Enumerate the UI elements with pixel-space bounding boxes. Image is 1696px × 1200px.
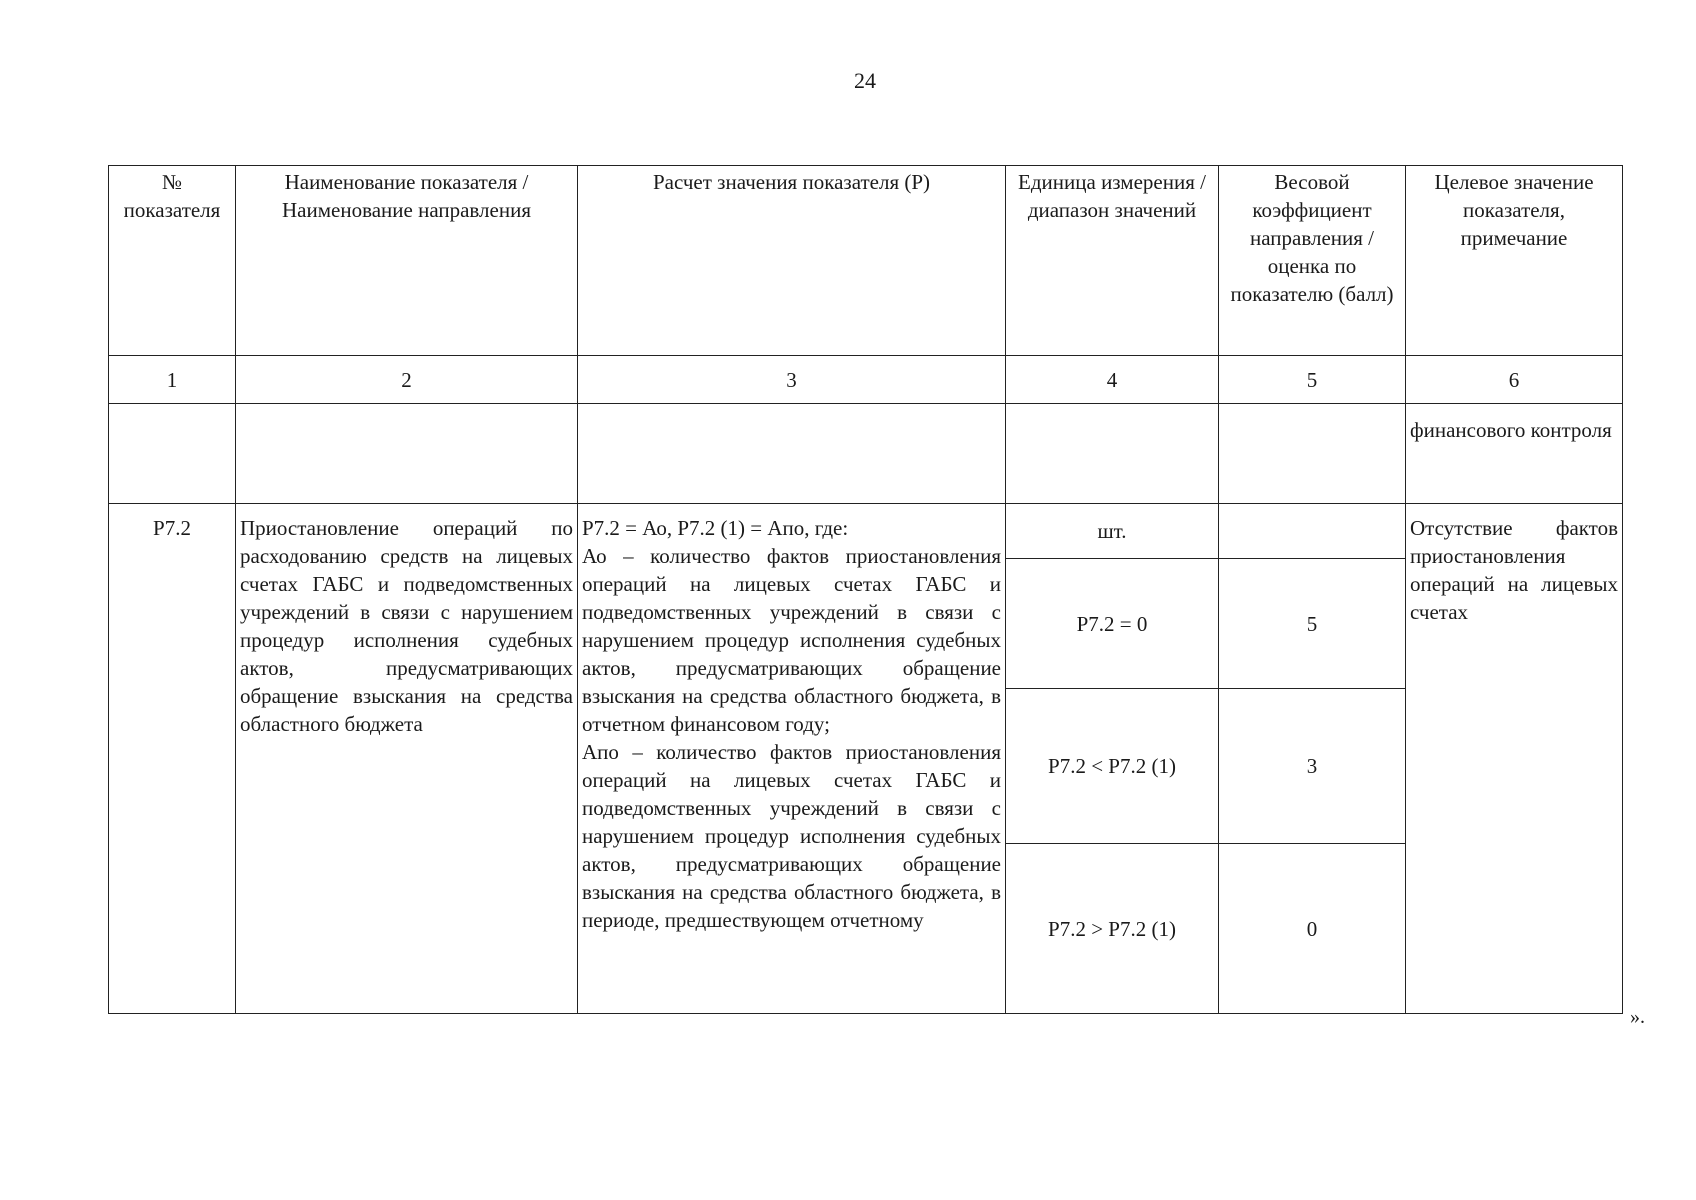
header-calculation: Расчет значения показателя (Р) xyxy=(578,166,1006,356)
range-condition: Р7.2 > Р7.2 (1) xyxy=(1006,844,1219,1014)
indicator-id: Р7.2 xyxy=(109,504,236,1014)
column-number: 4 xyxy=(1006,356,1219,404)
indicators-table xyxy=(108,165,1623,1014)
calc-formula: Р7.2 = Ао, Р7.2 (1) = Апо, где: xyxy=(582,516,849,540)
column-number-row xyxy=(109,356,1623,404)
range-condition: Р7.2 = 0 xyxy=(1006,559,1219,689)
column-number: 3 xyxy=(578,356,1006,404)
column-number: 2 xyxy=(236,356,578,404)
empty-cell xyxy=(1219,404,1406,504)
calc-ao-definition: Ао – количество фактов приостановления операций на лицевых счетах ГАБС и подведомственных учреждений в связи с нарушением процедур исполнения судебных актов, предусматривающих обращение взыскания на средства областного бюджета, в отчетном финансовом году; xyxy=(582,544,1001,736)
target-value: Отсутствие фактов приостановления операций на лицевых счетах xyxy=(1406,504,1623,1014)
range-score: 3 xyxy=(1219,689,1406,844)
header-unit-range: Единица измерения / диапазон значений xyxy=(1006,166,1219,356)
empty-cell xyxy=(1219,504,1406,559)
column-number: 5 xyxy=(1219,356,1406,404)
range-score: 0 xyxy=(1219,844,1406,1014)
continuation-row xyxy=(109,404,1623,504)
unit-value: шт. xyxy=(1006,504,1219,559)
empty-cell xyxy=(109,404,236,504)
header-target-note: Целевое значение показателя, примечание xyxy=(1406,166,1623,356)
indicator-calculation xyxy=(578,504,1006,1014)
range-condition: Р7.2 < Р7.2 (1) xyxy=(1006,689,1219,844)
table-header-row xyxy=(109,166,1623,356)
column-number: 1 xyxy=(109,356,236,404)
header-indicator-name: Наименование показателя / Наименование направления xyxy=(236,166,578,356)
empty-cell xyxy=(578,404,1006,504)
indicator-row xyxy=(109,504,1623,559)
header-indicator-number: № показателя xyxy=(109,166,236,356)
closing-quote-mark: ». xyxy=(1630,1006,1645,1028)
range-score: 5 xyxy=(1219,559,1406,689)
empty-cell xyxy=(236,404,578,504)
page-number: 24 xyxy=(854,68,876,93)
indicator-name: Приостановление операций по расходованию средств на лицевых счетах ГАБС и подведомственных учреждений в связи с нарушением процедур исполнения судебных актов, предусматривающих обращение взыскания на средства областного бюджета xyxy=(236,504,578,1014)
header-weight-score: Весовой коэффициент направления / оценка по показателю (балл) xyxy=(1219,166,1406,356)
continuation-note: финансового контроля xyxy=(1406,404,1623,504)
calc-apo-definition: Апо – количество фактов приостановления операций на лицевых счетах ГАБС и подведомственных учреждений в связи с нарушением процедур исполнения судебных актов, предусматривающих обращение взыскания на средства областного бюджета, в периоде, предшествующем отчетному xyxy=(582,740,1001,932)
column-number: 6 xyxy=(1406,356,1623,404)
empty-cell xyxy=(1006,404,1219,504)
